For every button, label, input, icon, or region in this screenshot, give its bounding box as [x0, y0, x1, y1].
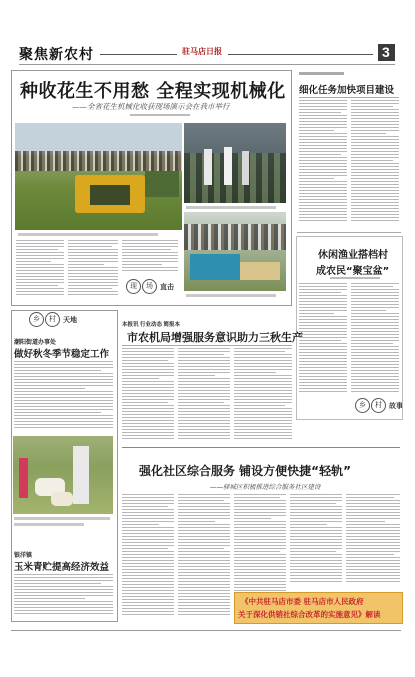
- lead-section-pill: [126, 279, 174, 294]
- left-bottom-headline: 玉米青贮提高经济效益: [14, 562, 110, 573]
- lead-photo-harvester: [15, 123, 182, 230]
- ad-line-1: 《中共驻马店市委 驻马店市人民政府: [241, 597, 364, 606]
- left-bottom-body: [14, 574, 113, 616]
- right-top-headline: 细化任务加快项目建设: [299, 85, 395, 96]
- bottom-col1: [122, 494, 174, 620]
- harvester-shape-dark: [90, 185, 130, 205]
- footer-rule: [11, 630, 401, 631]
- right-mid-headline-2: 成农民“聚宝盆”: [316, 266, 390, 277]
- bottom-headline: 强化社区综合服务 铺设方便快捷“轻轨”: [139, 464, 351, 478]
- crowd-shape: [15, 151, 182, 171]
- left-mid-section-pill: [29, 312, 77, 327]
- left-mid-body: [14, 361, 113, 431]
- mid-col2: [178, 348, 230, 443]
- goat-shape: [51, 492, 73, 506]
- left-mid-headline: 做好秋冬季节稳定工作: [14, 349, 110, 360]
- ad-line-2: 关于深化供销社综合改革的实施意见》解读: [238, 610, 381, 619]
- machine-shape: [240, 262, 280, 280]
- mid-headline: 市农机局增强服务意识助力三秋生产: [127, 331, 303, 344]
- machine-shape: [190, 254, 240, 280]
- pill-tail: 天地: [63, 314, 77, 324]
- masthead-thin-rule: [19, 64, 395, 65]
- crowd-shape: [184, 224, 286, 250]
- masthead-rule-left: [100, 54, 177, 55]
- ad-banner[interactable]: [234, 592, 403, 624]
- lead-photo3-caption: [186, 294, 276, 297]
- masthead-logo: 驻马店日报: [182, 46, 222, 56]
- mid-rule: [122, 345, 292, 346]
- pill-char-1: 现: [126, 279, 141, 294]
- lead-photo2-caption: [186, 206, 276, 209]
- lead-subheadline: ——全省花生机械化收获现场演示会在我市举行: [72, 102, 230, 111]
- mid-kicker: 本报讯 行业动态 简报本: [122, 322, 181, 328]
- pill-char-1: 乡: [355, 398, 370, 413]
- pill-tail: 故事: [389, 400, 403, 410]
- lead-byline: [130, 114, 190, 116]
- mid-col1: [122, 348, 174, 443]
- bottom-subheadline: ——驿城区积极推进综合服务社区建设: [210, 483, 321, 491]
- pill-char-1: 乡: [29, 312, 44, 327]
- right-top-col2: [351, 100, 399, 225]
- pill-char-2: 场: [142, 279, 157, 294]
- right-mid-frame: [296, 236, 403, 420]
- person-shape: [19, 458, 28, 498]
- person-shape: [73, 446, 89, 504]
- section-title: 聚焦新农村: [19, 46, 94, 62]
- pill-char-2: 村: [45, 312, 60, 327]
- right-mid-headline-1: 休闲渔业搭档村: [318, 250, 388, 261]
- pill-char-2: 村: [371, 398, 386, 413]
- page-number: 3: [382, 44, 390, 60]
- left-photo-caption-2: [14, 523, 84, 526]
- masthead-rule-right: [228, 54, 373, 55]
- person-shape: [242, 151, 249, 185]
- right-divider: [297, 232, 401, 233]
- left-photo-caption: [14, 517, 110, 520]
- mid-bottom-rule: [122, 447, 400, 448]
- lead-body-col3: [122, 240, 178, 274]
- bottom-col4: [290, 494, 342, 588]
- machinery-shape: [184, 153, 286, 203]
- person-shape: [224, 147, 232, 185]
- right-top-col1: [299, 100, 347, 225]
- lead-body-col1: [16, 240, 64, 298]
- left-mid-kicker: 潮阳街道办事处: [14, 340, 57, 346]
- person-shape: [204, 149, 212, 185]
- right-top-rule: [299, 97, 399, 98]
- bottom-col2: [178, 494, 230, 620]
- left-photo-livestock: [13, 436, 113, 514]
- left-bottom-kicker: 银洋镇: [14, 553, 33, 559]
- lead-photo-demo: [184, 212, 286, 291]
- right-top-kicker: [299, 72, 344, 75]
- lead-headline: 种收花生不用愁 全程实现机械化: [20, 81, 286, 102]
- mid-col3: [234, 348, 292, 443]
- lead-photo1-caption: [18, 233, 158, 236]
- lead-photo-officials: [184, 123, 286, 203]
- bottom-col5: [346, 494, 400, 588]
- pill-tail: 直击: [160, 281, 174, 291]
- lead-body-col2: [68, 240, 118, 298]
- truck-shape: [145, 171, 179, 197]
